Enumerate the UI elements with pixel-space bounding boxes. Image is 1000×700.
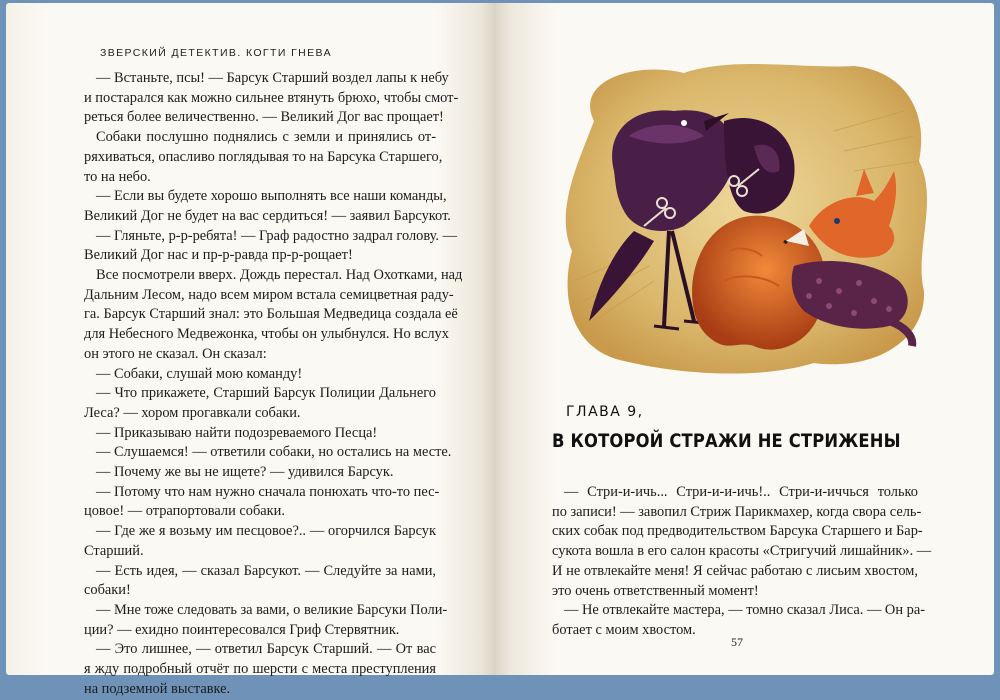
text-line: — Потому что нам нужно сначала понюхать что-то пес- [96,483,440,500]
text-line: сукота вошла в его салон красоты «Стригучий лишайник». — [552,543,932,560]
text-line: Собаки послушно поднялись с земли и принялись от- [96,129,436,146]
text-line: — Стри-и-ичь... Стри-и-и-ичь!.. Стри-и-иччься только [564,484,918,500]
text-line: и постарался как можно сильнее втянуть брюхо, чтобы смот- [84,89,459,106]
text-line: — Приказываю найти подозреваемого Песца! [96,424,378,441]
text-line: — Почему же вы не ищете? — удивился Барсук. [96,464,394,481]
text-line: И не отвлекайте меня! Я сейчас работаю с лисьим хвостом, [552,562,918,579]
text-line: — Мне тоже следовать за вами, о великие Барсуки Поли- [96,601,448,618]
page-number: 57 [731,635,743,649]
text-line: Старший. [84,542,144,559]
text-line: то на небо. [84,168,151,185]
text-line: на подземной выставке. [84,680,231,697]
text-line: Великий Дог нас и пр-р-равда пр-р-рощает! [84,247,353,264]
text-line: Все посмотрели вверх. Дождь перестал. Над Охотками, над [96,267,463,284]
text-line: ции? — ехидно поинтересовался Гриф Стервятник. [84,621,400,638]
text-line: Великий Дог не будет на вас сердиться! — заявил Барсукот. [84,207,451,224]
text-line: Дальним Лесом, надо всем миром встала семицветная раду- [84,286,454,303]
text-line: ботает с моим хвостом. [552,621,696,638]
text-line: га. Барсук Старший знал: это Большая Медведица создала её [84,306,458,323]
left-page [6,3,496,697]
left-page-text [84,69,463,700]
text-line: — Это лишнее, — ответил Барсук Старший. — От вас [96,641,436,658]
running-head: ЗВЕРСКИЙ ДЕТЕКТИВ. КОГТИ ГНЕВА [99,47,333,59]
right-page [496,3,994,675]
text-line: он этого не сказал. Он сказал: [84,345,267,362]
text-line: — Есть идея, — сказал Барсукот. — Следуйте за нами, [96,562,436,579]
book-spread [6,3,994,697]
text-line: — Не отвлекайте мастера, — томно сказал Лиса. — Он ра- [564,602,926,619]
text-line: — Где же я возьму им песцовое?.. — огорчился Барсук [96,523,436,540]
text-line: — Собаки, слушай мою команду! [96,365,303,382]
text-line: по записи! — завопил Стриж Парикмахер, когда свора сель- [552,503,922,520]
text-line: ских собак под предводительством Барсука Старшего и Бар- [552,523,923,540]
text-line: собаки! [84,582,131,599]
text-line: это очень ответственный момент! [552,582,759,599]
text-line: — Что прикажете, Старший Барсук Полиции Дальнего [96,385,436,402]
text-line: для Небесного Медвежонка, чтобы он улыбнулся. Но вслух [84,326,449,343]
text-line: — Если вы будете хорошо выполнять все наши команды, [96,188,447,205]
text-line: Леса? — хором прогавкали собаки. [84,404,301,421]
text-line: — Гляньте, р-р-ребята! — Граф радостно задрал голову. — [96,227,457,244]
chapter-label: ГЛАВА 9, [566,404,644,420]
text-line: ряхиваться, опасливо поглядывая то на Барсука Старшего, [84,148,443,165]
text-line: — Слушаемся! — ответили собаки, но остались на месте. [96,444,452,461]
text-line: я жду подробный отчёт по шерсти с места преступления [84,661,436,678]
text-line: реться более величественно. — Великий Дог вас прощает! [84,109,444,126]
chapter-title: В КОТОРОЙ СТРАЖИ НЕ СТРИЖЕНЫ [552,430,901,452]
right-page-text [552,483,932,641]
chapter-illustration [554,51,934,381]
text-line: — Встаньте, псы! — Барсук Старший воздел лапы к небу [96,70,449,86]
text-line: цовое! — отрапортовали собаки. [84,503,285,520]
